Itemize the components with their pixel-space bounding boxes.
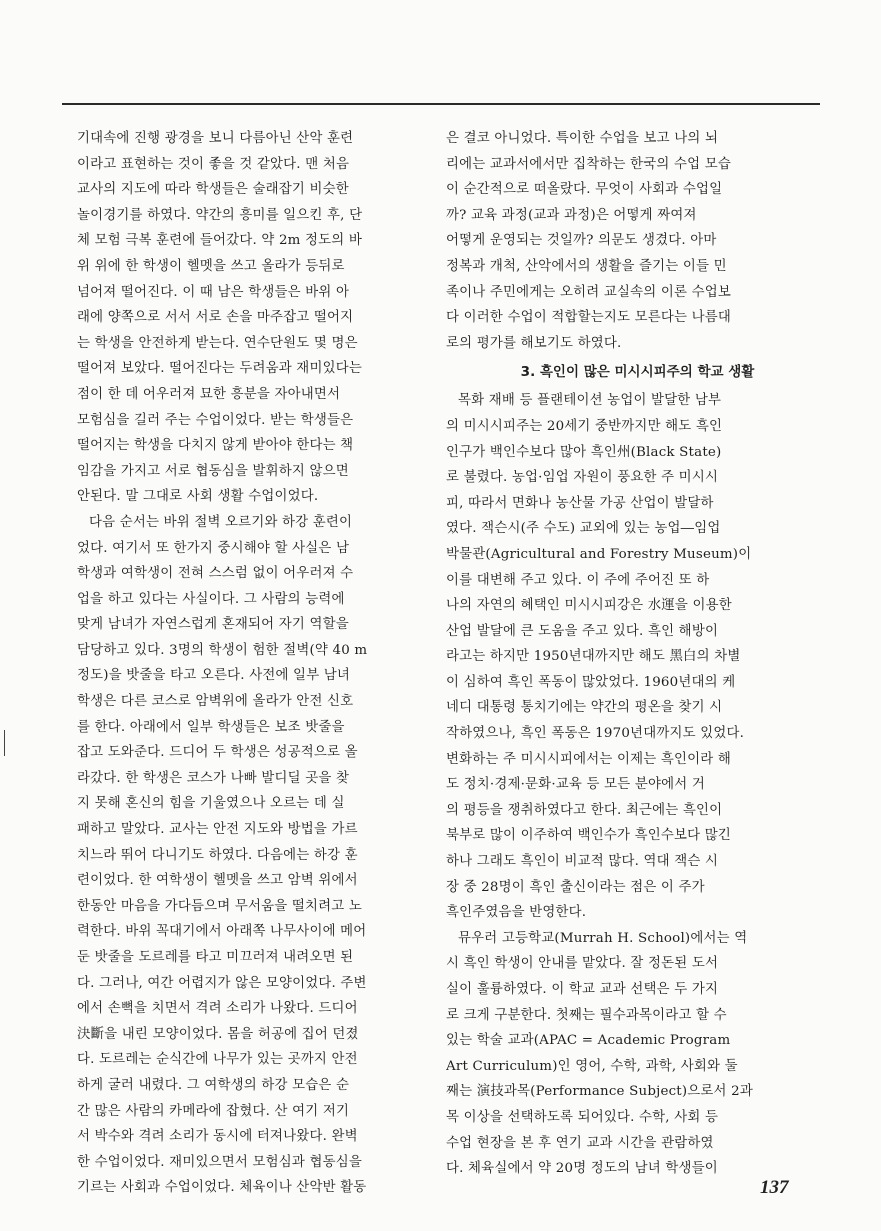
text-line: 넘어져 떨어진다. 이 때 남은 학생들은 바위 아	[77, 284, 350, 300]
text-line: 수업 현장을 본 후 연기 교과 시간을 관람하였	[446, 1135, 714, 1151]
text-line: 이 순간적으로 떠올랐다. 무엇이 사회과 수업일	[446, 182, 723, 198]
text-line: 로 크게 구분한다. 첫째는 필수과목이라고 할 수	[446, 1007, 727, 1023]
text-line: 한 수업이었다. 재미있으면서 모험심과 협동심을	[77, 1154, 362, 1170]
text-line: 학생은 다른 코스로 암벽위에 올라가 안전 신호	[77, 694, 354, 710]
text-line: 교사의 지도에 따라 학생들은 술래잡기 비슷한	[77, 182, 349, 198]
text-line: 로의 평가를 해보기도 하였다.	[446, 335, 622, 351]
text-line: Art Curriculum)인 영어, 수학, 과학, 사회와 둘	[446, 1058, 738, 1074]
text-line: 지 못해 혼신의 힘을 기울였으나 오르는 데 실	[77, 796, 345, 812]
margin-mark	[4, 730, 5, 756]
text-line: 떨어져 보았다. 떨어진다는 두려움과 재미있다는	[77, 361, 362, 377]
text-line: 놀이경기를 하였다. 약간의 흥미를 일으킨 후, 단	[77, 207, 363, 223]
text-line: 박물관(Agricultural and Forestry Museum)이	[446, 546, 752, 562]
text-line: 는 학생을 안전하게 받는다. 연수단원도 몇 명은	[77, 335, 358, 351]
text-line: 뮤우러 고등학교(Murrah H. School)에서는 역	[458, 930, 748, 946]
text-line: 라고는 하지만 1950년대까지만 해도 黑白의 차별	[446, 649, 741, 665]
text-line: 변화하는 주 미시시피에서는 이제는 흑인이라 해	[446, 751, 731, 767]
text-line: 도 정치·경제·문화·교육 등 모든 분야에서 거	[446, 777, 705, 793]
text-line: 다. 체육실에서 약 20명 정도의 남녀 학생들이	[446, 1161, 718, 1177]
text-line: 리에는 교과서에서만 집착하는 한국의 수업 모습	[446, 156, 731, 172]
text-line: 다. 도르레는 순식간에 나무가 있는 곳까지 안전	[77, 1052, 358, 1068]
text-line: 다. 그러나, 여간 어렵지가 않은 모양이었다. 주변	[77, 975, 367, 991]
text-line: 학생과 여학생이 전혀 스스럼 없이 어우러져 수	[77, 566, 354, 582]
text-line: 이라고 표현하는 것이 좋을 것 같았다. 맨 처음	[77, 156, 350, 172]
right-column-top	[446, 126, 809, 356]
right-column-bottom	[446, 388, 809, 1181]
page-number: 137	[760, 1177, 789, 1198]
text-line: 정도)을 밧줄을 타고 오른다. 사전에 일부 남녀	[77, 668, 351, 684]
text-line: 래에 양쪽으로 서서 서로 손을 마주잡고 떨어지	[77, 310, 354, 326]
text-line: 었다. 여기서 또 한가지 중시해야 할 사실은 남	[77, 540, 350, 556]
text-line: 하나 그래도 흑인이 비교적 많다. 역대 잭슨 시	[446, 854, 719, 870]
text-line: 인구가 백인수보다 많아 흑인州(Black State)	[446, 444, 722, 460]
text-line: 목 이상을 선택하도록 되어있다. 수학, 사회 등	[446, 1109, 719, 1125]
top-rule	[62, 103, 820, 105]
text-line: 흑인주였음을 반영한다.	[446, 905, 587, 921]
text-line: 점이 한 데 어우러져 묘한 흥분을 자아내면서	[77, 386, 341, 402]
text-line: 이를 대변해 주고 있다. 이 주에 주어진 또 하	[446, 572, 710, 588]
text-line: 하게 굴러 내렸다. 그 여학생의 하강 모습은 순	[77, 1077, 350, 1093]
text-line: 에서 손뼉을 치면서 격려 소리가 나왔다. 드디어	[77, 1001, 358, 1017]
text-line: 어떻게 운영되는 것일까? 의문도 생겼다. 아마	[446, 233, 717, 249]
text-line: 다 이러한 수업이 적합할는지도 모른다는 나름대	[446, 310, 731, 326]
text-line: 목화 재배 등 플랜테이션 농업이 발달한 남부	[458, 393, 722, 409]
text-line: 력한다. 바위 꼭대기에서 아래쪽 나무사이에 메어	[77, 924, 367, 940]
text-line: 작하였으나, 흑인 폭동은 1970년대까지도 있었다.	[446, 726, 745, 742]
text-line: 실이 훌륭하였다. 이 학교 교과 선택은 두 가지	[446, 982, 719, 997]
text-line: 다음 순서는 바위 절벽 오르기와 하강 훈련이	[89, 514, 353, 530]
text-line: 정복과 개척, 산악에서의 생활을 즐기는 이들 민	[446, 258, 727, 274]
text-line: 족이나 주민에게는 오히려 교실속의 이론 수업보	[446, 284, 731, 300]
text-line: 떨어지는 학생을 다치지 않게 받아야 한다는 책	[77, 438, 354, 454]
text-line: 기르는 사회과 수업이었다. 체육이나 산악반 활동	[77, 1180, 367, 1196]
text-line: 체 모험 극복 훈련에 들어갔다. 약 2m 정도의 바	[77, 233, 363, 249]
section-heading: 3. 흑인이 많은 미시시피주의 학교 생활	[520, 364, 755, 381]
right-column	[446, 126, 809, 1182]
text-line: 치느라 뛰어 다니기도 하였다. 다음에는 하강 훈	[77, 847, 358, 863]
text-line: 나의 자연의 혜택인 미시시피강은 水運을 이용한	[446, 598, 732, 614]
text-line: 맞게 남녀가 자연스럽게 혼재되어 자기 역할을	[77, 617, 349, 633]
text-line: 로 불렸다. 농업·임업 자원이 풍요한 주 미시시	[446, 470, 719, 486]
text-line: 의 평등을 쟁취하였다고 한다. 최근에는 흑인이	[446, 802, 723, 818]
text-line: 決斷을 내린 모양이었다. 몸을 허공에 집어 던졌	[77, 1026, 359, 1042]
text-line: 모험심을 길러 주는 수업이었다. 받는 학생들은	[77, 412, 354, 428]
text-line: 업을 하고 있다는 사실이다. 그 사람의 능력에	[77, 591, 345, 607]
text-line: 기대속에 진행 광경을 보니 다름아닌 산악 훈련	[77, 131, 354, 146]
left-column	[77, 126, 440, 1201]
text-line: 까? 교육 과정(교과 과정)은 어떻게 짜여져	[446, 207, 697, 223]
text-line: 위 위에 한 학생이 헬멧을 쓰고 올라가 등뒤로	[77, 258, 345, 274]
text-line: 패하고 말았다. 교사는 안전 지도와 방법을 가르	[77, 822, 358, 838]
text-line: 한동안 마음을 가다듬으며 무서움을 떨치려고 노	[77, 898, 362, 914]
text-line: 째는 演技과목(Performance Subject)으로서 2과	[446, 1084, 754, 1100]
text-line: 안된다. 말 그대로 사회 생활 수업이었다.	[77, 489, 319, 505]
text-line: 련이었다. 한 여학생이 헬멧을 쓰고 암벽 위에서	[77, 873, 358, 889]
text-line: 있는 학술 교과(APAC = Academic Program	[446, 1033, 731, 1049]
text-line: 산업 발달에 큰 도움을 주고 있다. 흑인 해방이	[446, 623, 719, 639]
text-line: 였다. 잭슨시(주 수도) 교외에 있는 농업―임업	[446, 521, 721, 537]
text-line: 임감을 가지고 서로 협동심을 발휘하지 않으면	[77, 463, 349, 479]
text-line: 담당하고 있다. 3명의 학생이 험한 절벽(약 40 m	[77, 642, 368, 658]
text-line: 라갔다. 한 학생은 코스가 나빠 발디딜 곳을 찾	[77, 770, 350, 786]
text-line: 의 미시시피주는 20세기 중반까지만 해도 흑인	[446, 418, 723, 434]
text-line: 이 심하여 흑인 폭동이 많았었다. 1960년대의 케	[446, 674, 736, 690]
text-line: 잡고 도와준다. 드디어 두 학생은 성공적으로 올	[77, 745, 358, 761]
text-line: 서 박수와 격려 소리가 동시에 터져나왔다. 완벽	[77, 1129, 358, 1145]
text-line: 은 결코 아니었다. 특이한 수업을 보고 나의 뇌	[446, 131, 719, 146]
text-line: 네디 대통령 통치기에는 약간의 평온을 찾기 시	[446, 700, 723, 716]
text-line: 둔 밧줄을 도르레를 타고 미끄러져 내려오면 된	[77, 950, 354, 965]
text-line: 를 한다. 아래에서 일부 학생들은 보조 밧줄을	[77, 719, 345, 735]
text-line: 북부로 많이 이주하여 백인수가 흑인수보다 많긴	[446, 828, 731, 844]
text-line: 장 중 28명이 흑인 출신이라는 점은 이 주가	[446, 879, 705, 895]
text-line: 피, 따라서 면화나 농산물 가공 산업이 발달하	[446, 495, 714, 511]
text-line: 시 흑인 학생이 안내를 맡았다. 잘 정돈된 도서	[446, 956, 719, 972]
text-line: 간 많은 사람의 카메라에 잡혔다. 산 여기 저기	[77, 1103, 350, 1119]
